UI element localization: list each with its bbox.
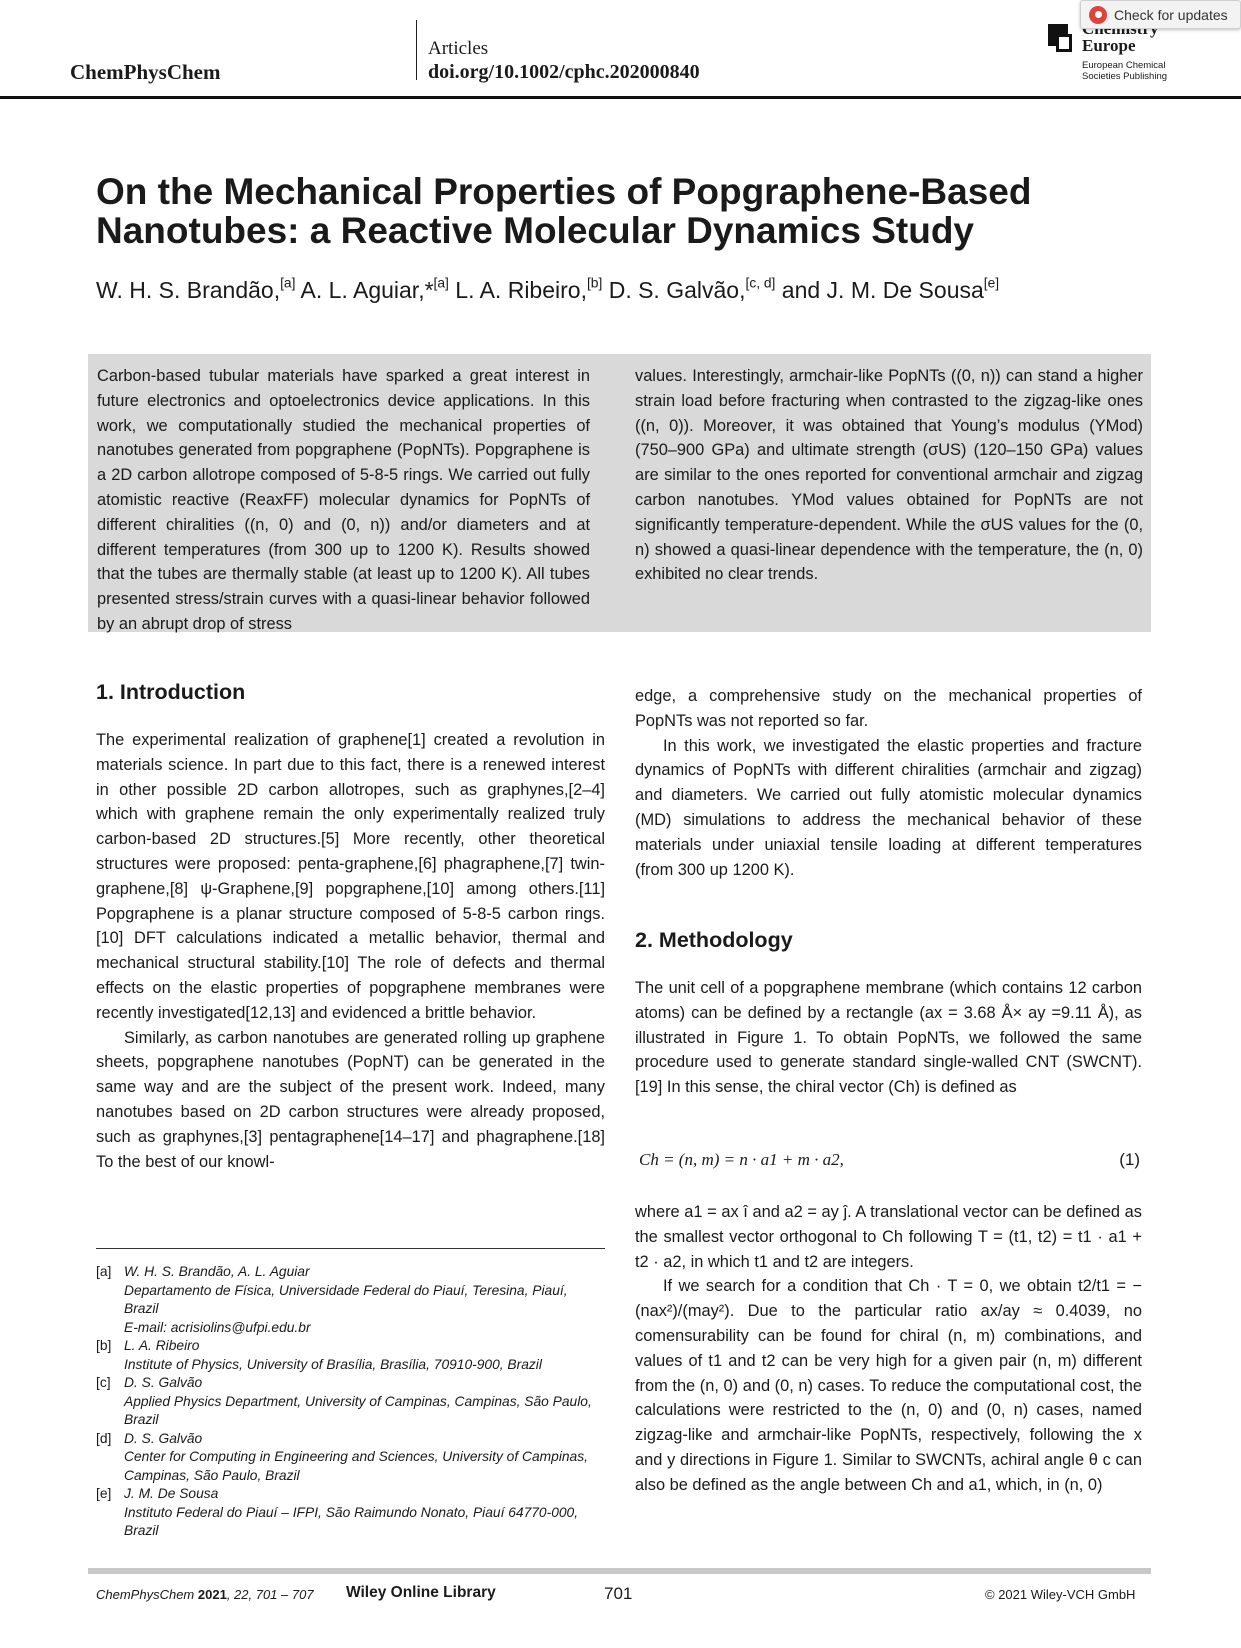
section-heading-methodology: 2. Methodology bbox=[635, 928, 793, 952]
copyright: © 2021 Wiley-VCH GmbH bbox=[985, 1587, 1136, 1602]
footer-rule bbox=[88, 1568, 1151, 1574]
footnote-line: Center for Computing in Engineering and Sciences, University of Campinas, Campinas, São Paulo, Brazil bbox=[124, 1449, 588, 1483]
footnote-tag: [c] bbox=[96, 1375, 111, 1390]
footnote bbox=[96, 1263, 605, 1337]
author-affiliation: [b] bbox=[586, 275, 603, 291]
paragraph: Similarly, as carbon nanotubes are generated rolling up graphene sheets, popgraphene nanotubes (PopNT) can be generated in the same way and are the subject of the present work. Indeed, many nanotubes based on 2D carbon structures were already proposed, such as graphynes,[3] pentagraphene[14–17] and phagraphene.[18] To the best of our knowl- bbox=[96, 1028, 605, 1171]
methodology-text-continued bbox=[635, 1200, 1142, 1498]
footnote-tag: [e] bbox=[96, 1486, 112, 1501]
methodology-text bbox=[635, 976, 1142, 1100]
paragraph: If we search for a condition that Ch · T = 0, we obtain t2/t1 = −(nax²)/(may²). Due to the particular ratio ax/ay ≈ 0.4039, no comensurability can be found for chiral (n, m) combinations, and values of t1 and t2 can be very high for a given pair (n, m) different from the (n, 0) and (0, n) cases. To reduce the computational cost, the calculations were restricted to the (n, 0) and (0, n) cases, named zigzag-like and armchair-like PopNTs, respectively, following the x and y directions in Figure 1. Similar to SWCNTs, achiral angle θ c can also be defined as the angle between Ch and a1, which, in (n, 0) bbox=[635, 1277, 1142, 1494]
wiley-online-library-link[interactable]: Wiley Online Library bbox=[346, 1584, 496, 1601]
paragraph: In this work, we investigated the elastic properties and fracture dynamics of PopNTs with different chiralities (armchair and zigzag) and diameters. We carried out fully atomistic molecular dynamics (MD) simulations to address the mechanical behavior of these materials under uniaxial tensile loading at different temperatures (from 300 up 1200 K). bbox=[635, 736, 1142, 879]
author-affiliation: [a] bbox=[433, 275, 449, 291]
section-heading-introduction: 1. Introduction bbox=[96, 680, 246, 704]
footnote-line: W. H. S. Brandão, A. L. Aguiar bbox=[124, 1264, 310, 1279]
footnote-line: L. A. Ribeiro bbox=[124, 1338, 200, 1353]
paragraph: edge, a comprehensive study on the mechanical properties of PopNTs was not reported so far. bbox=[635, 687, 1142, 730]
footnote-line: D. S. Galvão bbox=[124, 1430, 203, 1446]
check-updates-icon bbox=[1089, 6, 1107, 24]
author-name: and J. M. De Sousa bbox=[775, 277, 984, 303]
publisher-logo-icon bbox=[1048, 24, 1074, 54]
author-name: W. H. S. Brandão, bbox=[96, 277, 281, 303]
doi-link[interactable]: doi.org/10.1002/cphc.202000840 bbox=[428, 61, 700, 83]
check-updates-label: Check for updates bbox=[1114, 6, 1228, 23]
journal-name: ChemPhysChem bbox=[70, 60, 221, 84]
author-affiliation: [a] bbox=[280, 275, 296, 291]
author-affiliation: [e] bbox=[983, 275, 1000, 291]
footer-citation bbox=[96, 1587, 314, 1602]
equation-expression: Ch = (n, m) = n · a1 + m · a2, bbox=[639, 1150, 844, 1169]
footnote bbox=[96, 1374, 605, 1430]
footnote bbox=[96, 1337, 605, 1374]
paragraph: where a1 = ax î and a2 = ay ĵ. A translational vector can be defined as the smallest vector orthogonal to Ch following T = (t1, t2) = t1 · a1 + t2 · a2, in which t1 and t2 are integers. bbox=[635, 1203, 1142, 1271]
footnote-tag: [a] bbox=[96, 1264, 112, 1279]
footnote-line: Departamento de Física, Universidade Federal do Piauí, Teresina, Piauí, Brazil bbox=[124, 1282, 568, 1316]
publisher-logo bbox=[1048, 20, 1188, 84]
abstract-right-column: values. Interestingly, armchair-like PopNTs ((0, n)) can stand a higher strain load before fracturing when contrasted to the zigzag-like ones ((n, 0)). Moreover, it was obtained that Young’s modulus (YMod) (750–900 GPa) and ultimate strength (σUS) (120–150 GPa) values are similar to the ones reported for conventional armchair and zigzag carbon nanotubes. YMod values obtained for PopNTs are not significantly temperature-dependent. While the σUS values for the (0, n) showed a quasi-linear dependence with the temperature, the (n, 0) exhibited no clear trends. bbox=[635, 367, 1143, 584]
author-name: L. A. Ribeiro, bbox=[448, 277, 587, 303]
footnote bbox=[96, 1430, 605, 1486]
footnote-line: Applied Physics Department, University of Campinas, Campinas, São Paulo, Brazil bbox=[124, 1393, 592, 1427]
footnote-tag: [b] bbox=[96, 1338, 112, 1353]
author-name: A. L. Aguiar,* bbox=[295, 277, 434, 303]
logo-subtitle-1: European Chemical bbox=[1082, 60, 1166, 71]
footnote-line: D. S. Galvão bbox=[124, 1375, 203, 1390]
header-divider bbox=[416, 20, 417, 80]
footnote-rule bbox=[96, 1248, 605, 1249]
paragraph: The unit cell of a popgraphene membrane (which contains 12 carbon atoms) can be defined by a rectangle (ax = 3.68 Å× ay =9.11 Å), as illustrated in Figure 1. To obtain PopNTs, we followed the same procedure used to generate standard single-walled CNT (SWCNT).[19] In this sense, the chiral vector (Ch) is defined as bbox=[635, 979, 1142, 1097]
footnote-email[interactable]: E-mail: acrisiolins@ufpi.edu.br bbox=[124, 1319, 311, 1335]
footnote-tag: [d] bbox=[96, 1430, 112, 1446]
paragraph: The experimental realization of graphene[1] created a revolution in materials science. In part due to this fact, there is a renewed interest in other possible 2D carbon allotropes, such as graphynes,[2–4] which with graphene remain the only experimentally realized truly carbon-based 2D structures.[5] More recently, other theoretical structures were proposed: penta-graphene,[6] phagraphene,[7] twin-graphene,[8] ψ-Graphene,[9] popgraphene,[10] among others.[11] Popgraphene is a planar structure composed of 5-8-5 carbon rings.[10] DFT calculations indicated a metallic behavior, thermal and mechanical structural stability.[10] The role of defects and thermal effects on the elastic properties of popgraphene membranes were recently investigated[12,13] and evidenced a brittle behavior. bbox=[96, 731, 605, 1022]
introduction-text-continued bbox=[635, 684, 1142, 882]
logo-text-europe: Europe bbox=[1082, 36, 1136, 55]
affiliation-footnotes bbox=[96, 1263, 605, 1541]
footnote bbox=[96, 1485, 605, 1541]
introduction-text bbox=[96, 728, 605, 1174]
footer-journal-name: ChemPhysChem bbox=[96, 1587, 195, 1602]
author-name: D. S. Galvão, bbox=[602, 277, 746, 303]
article-title: On the Mechanical Properties of Popgraphene-Based Nanotubes: a Reactive Molecular Dynamics Study bbox=[96, 171, 1032, 251]
article-type: Articles bbox=[428, 38, 489, 59]
check-for-updates-button[interactable] bbox=[1080, 0, 1241, 29]
footnote-line: J. M. De Sousa bbox=[124, 1486, 219, 1501]
footnote-line: Instituto Federal do Piauí – IFPI, São Raimundo Nonato, Piauí 64770-000, Brazil bbox=[124, 1504, 579, 1538]
footnote-line: Institute of Physics, University of Brasília, Brasília, 70910-900, Brazil bbox=[124, 1356, 542, 1372]
header-rule bbox=[0, 96, 1241, 99]
logo-subtitle-2: Societies Publishing bbox=[1082, 71, 1168, 82]
page-number: 701 bbox=[604, 1584, 633, 1603]
abstract-left-column: Carbon-based tubular materials have sparked a great interest in future electronics and optoelectronics device applications. In this work, we computationally studied the mechanical properties of nanotubes generated from popgraphene (PopNTs). Popgraphene is a 2D carbon allotrope composed of 5-8-5 rings. We carried out fully atomistic reactive (ReaxFF) molecular dynamics for PopNTs of different chiralities ((n, 0) and (0, n)) and/or diameters and at different temperatures (from 300 up to 1200 K). Results showed that the tubes are thermally stable (at least up to 1200 K). All tubes presented stress/strain curves with a quasi-linear behavior followed by an abrupt drop of stress bbox=[97, 367, 590, 633]
equation-1 bbox=[635, 1150, 1142, 1180]
equation-number: (1) bbox=[1119, 1150, 1140, 1169]
author-affiliation: [c, d] bbox=[745, 275, 776, 291]
footer-volume-pages: , 22, 701 – 707 bbox=[226, 1587, 314, 1602]
footer-year: 2021 bbox=[197, 1587, 227, 1602]
author-list bbox=[96, 276, 1166, 304]
